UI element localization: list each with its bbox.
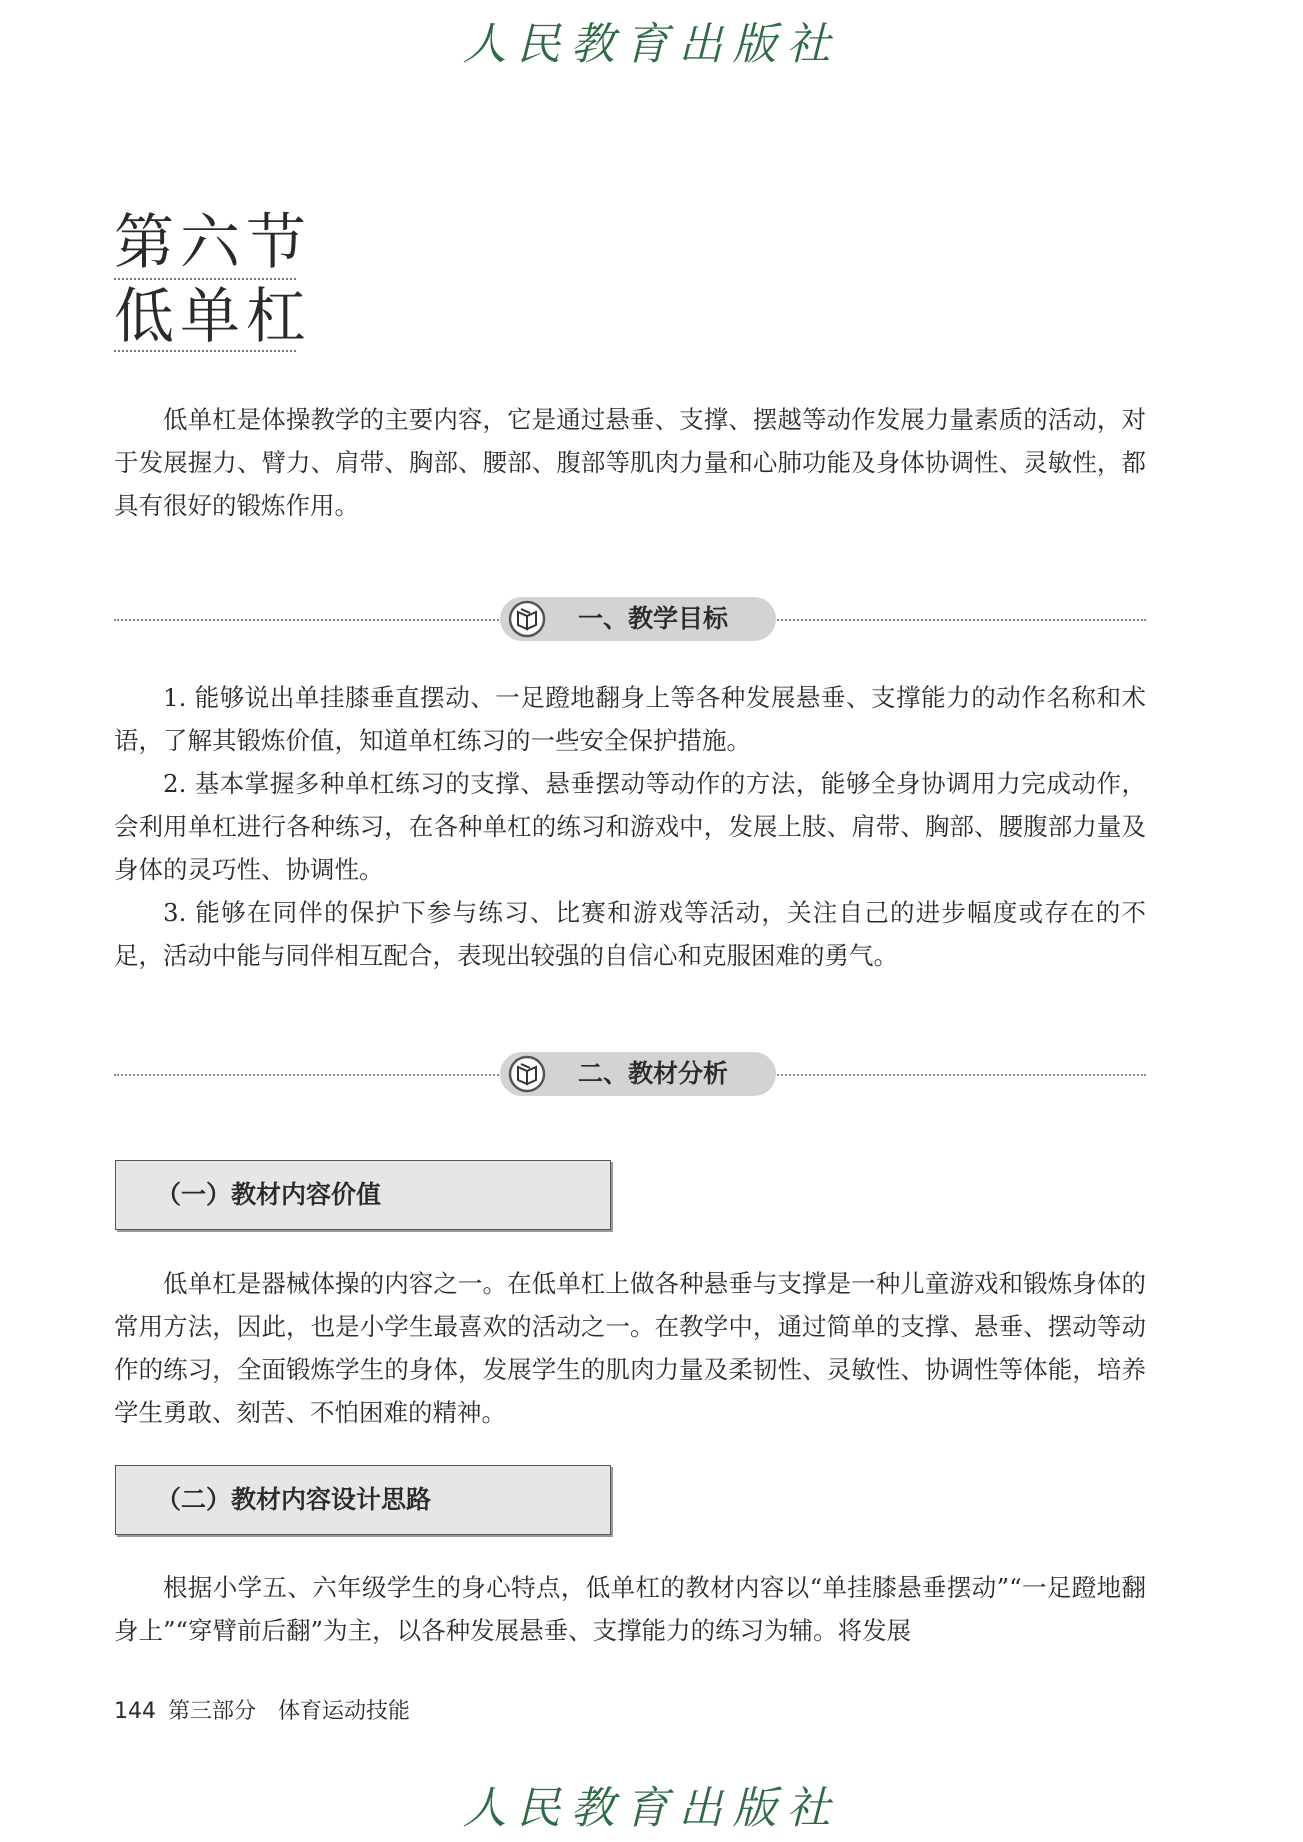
footer-part: 第三部分 — [168, 1699, 257, 1724]
book-icon — [508, 1055, 546, 1093]
content-design-paragraph: 根据小学五、六年级学生的身心特点，低单杠的教材内容以“单挂膝悬垂摆动”“一足蹬地翻身上”“穿臂前后翻”为主，以各种发展悬垂、支撑能力的练习为辅。将发展 — [114, 1573, 1146, 1645]
title-underline-1 — [114, 278, 296, 280]
publisher-watermark-top: 人民教育出版社 — [462, 19, 841, 70]
section-number-title: 第六节 — [114, 208, 312, 278]
publisher-watermark-bottom: 人民教育出版社 — [462, 1783, 841, 1834]
section-title-goals: 一、教学目标 — [578, 604, 729, 633]
section-header-goals — [500, 597, 776, 641]
goal-item-1: 1. 能够说出单挂膝垂直摆动、一足蹬地翻身上等各种发展悬垂、支撑能力的动作名称和术语，了解其锻炼价值，知道单杠练习的一些安全保护措施。 — [114, 683, 1146, 755]
page-number: 144 — [114, 1699, 156, 1724]
subsection-box-design — [115, 1465, 611, 1535]
goal-item-2: 2. 基本掌握多种单杠练习的支撑、悬垂摆动等动作的方法，能够全身协调用力完成动作，会利用单杠进行各种练习，在各种单杠的练习和游戏中，发展上肢、肩带、胸部、腰腹部力量及身体的灵巧性、协调性。 — [114, 769, 1146, 884]
subsection-box-value — [115, 1160, 611, 1230]
section-title-analysis: 二、教材分析 — [578, 1059, 729, 1088]
subsection-title-design: （二）教材内容设计思路 — [156, 1485, 432, 1514]
intro-paragraph: 低单杠是体操教学的主要内容，它是通过悬垂、支撑、摆越等动作发展力量素质的活动，对于发展握力、臂力、肩带、胸部、腰部、腹部等肌肉力量和心肺功能及身体协调性、灵敏性，都具有很好的锻炼作用。 — [114, 405, 1146, 520]
section-header-analysis — [500, 1052, 776, 1096]
page-title: 低单杠 — [114, 282, 312, 352]
footer-chapter: 体育运动技能 — [278, 1699, 411, 1724]
goal-item-3: 3. 能够在同伴的保护下参与练习、比赛和游戏等活动，关注自己的进步幅度或存在的不足，活动中能与同伴相互配合，表现出较强的自信心和克服困难的勇气。 — [114, 898, 1146, 970]
page-footer — [114, 1694, 410, 1725]
title-underline-2 — [114, 350, 296, 352]
subsection-title-value: （一）教材内容价值 — [156, 1180, 382, 1209]
content-value-paragraph: 低单杠是器械体操的内容之一。在低单杠上做各种悬垂与支撑是一种儿童游戏和锻炼身体的常用方法，因此，也是小学生最喜欢的活动之一。在教学中，通过简单的支撑、悬垂、摆动等动作的练习，全面锻炼学生的身体，发展学生的肌肉力量及柔韧性、灵敏性、协调性等体能，培养学生勇敢、刻苦、不怕困难的精神。 — [114, 1269, 1146, 1427]
book-icon — [508, 600, 546, 638]
